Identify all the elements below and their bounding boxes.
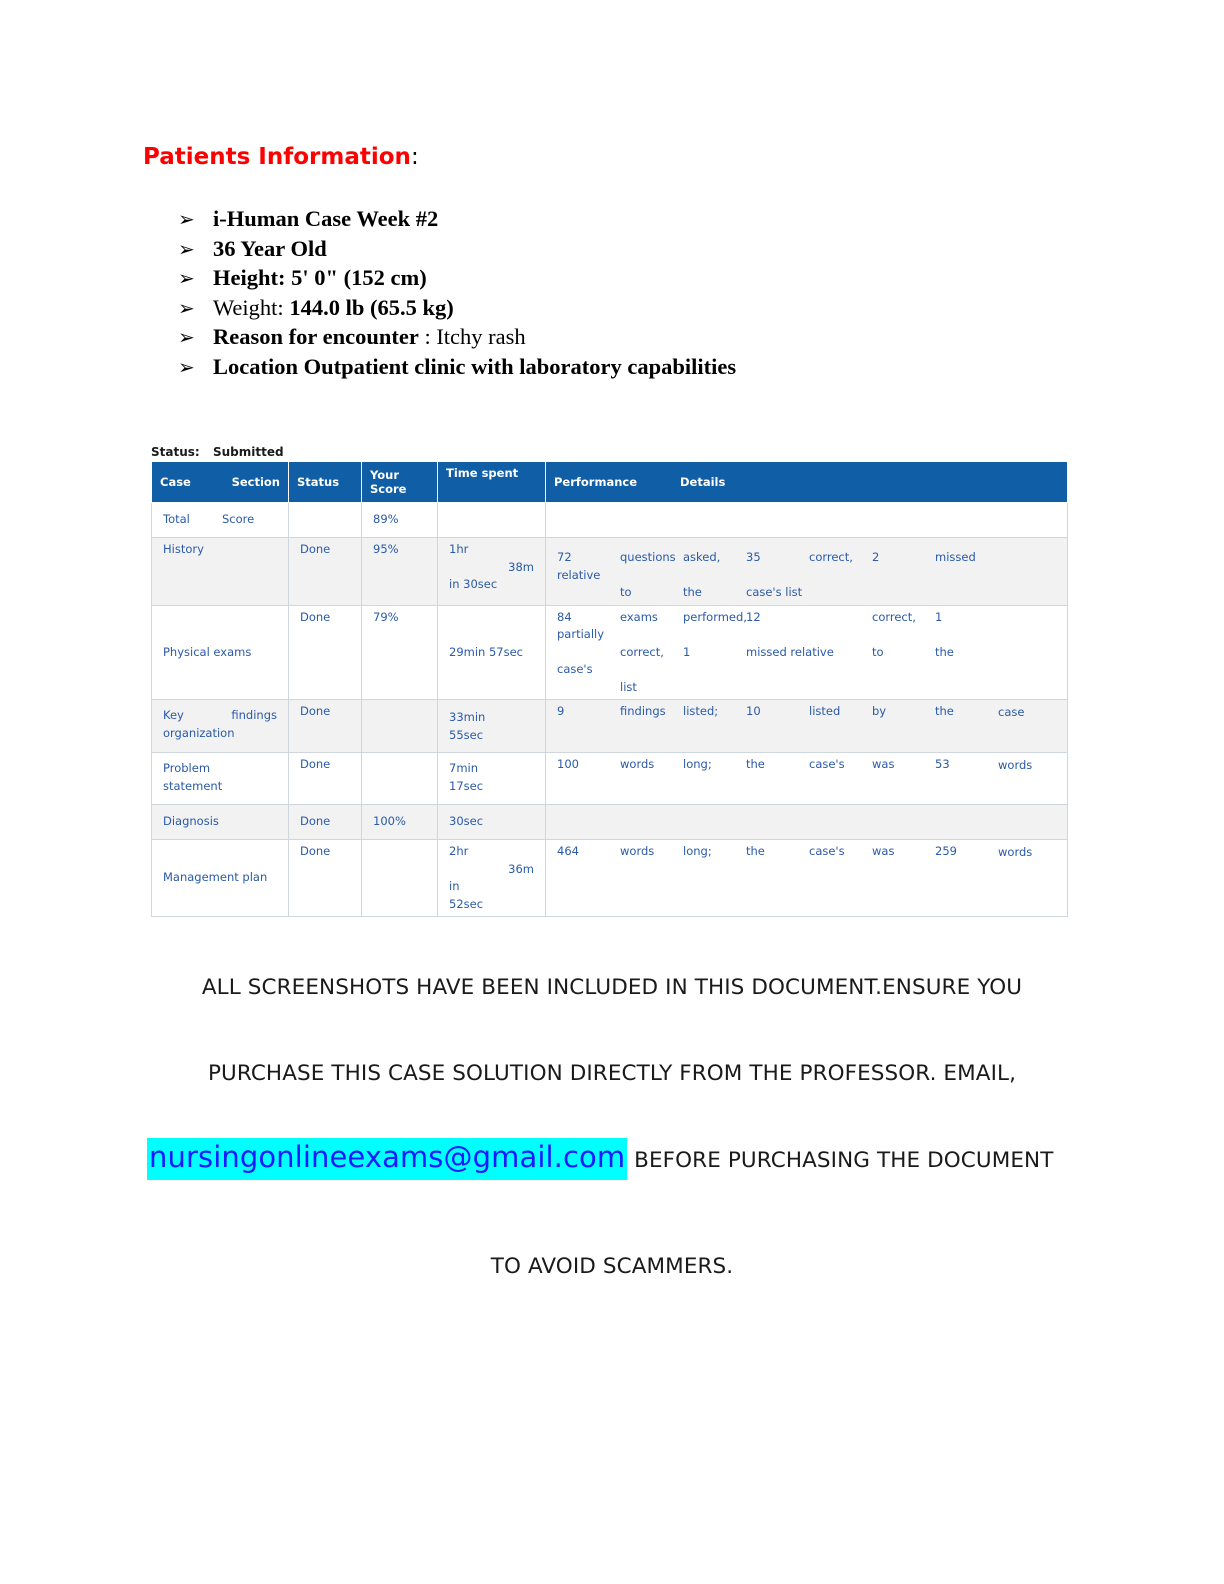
notice-line-3-text: BEFORE PURCHASING THE DOCUMENT [627, 1148, 1054, 1173]
info-weight-value: 144.0 lb (65.5 kg) [289, 294, 454, 320]
info-location: Location Outpatient clinic with laboratory capabilities [213, 353, 737, 379]
arrow-bullet-icon: ➢ [178, 356, 195, 379]
arrow-bullet-icon: ➢ [178, 209, 195, 231]
status-line [151, 443, 1067, 461]
info-reason-label: Reason for encounter [213, 324, 419, 350]
list-item [178, 264, 736, 294]
notice-line-1: ALL SCREENSHOTS HAVE BEEN INCLUDED IN THIS DOCUMENT.ENSURE YOU [201, 975, 1023, 1000]
header-performance-details: Performance Details [546, 462, 1068, 503]
case-results-screenshot [151, 443, 1067, 917]
arrow-bullet-icon: ➢ [178, 327, 195, 350]
table-row: Total Score 89% [152, 503, 1068, 538]
info-age: 36 Year Old [213, 235, 327, 261]
table-row: Key findings organization Done 33min 55sec 9 findings listed; 10 listed by the case [152, 700, 1068, 753]
total-score-value: 89% [362, 503, 438, 538]
info-case-week: i-Human Case Week #2 [213, 206, 439, 231]
heading-colon: : [410, 144, 419, 170]
info-reason-value: : Itchy rash [418, 324, 526, 350]
list-item [178, 205, 736, 235]
table-header-row [152, 462, 1068, 503]
arrow-bullet-icon: ➢ [178, 238, 195, 261]
info-height: Height: 5' 0" (152 cm) [213, 265, 427, 291]
status-value: Submitted [213, 445, 284, 459]
header-your-score: Your Score [362, 462, 438, 503]
status-label: Status: [151, 445, 200, 459]
table-row: Management plan Done 2hr 36m in 52sec 464 words long; the case's was 259 words [152, 840, 1068, 917]
table-row: Diagnosis Done 100% 30sec [152, 805, 1068, 840]
page-heading [143, 144, 419, 170]
header-time-spent: Time spent [438, 462, 546, 503]
email-link[interactable]: nursingonlineexams@gmail.com [147, 1138, 627, 1180]
list-item [178, 353, 736, 383]
table-row: History Done 95% 1hr 38m in 30sec 72 questions asked, 35 correct, 2 missed relative to the case's list [152, 538, 1068, 606]
heading-text: Patients Information [143, 144, 411, 170]
table-row: Problem statement Done 7min 17sec 100 words long; the case's was 53 words [152, 753, 1068, 805]
header-status: Status [289, 462, 362, 503]
patient-info-list [178, 205, 736, 383]
list-item [178, 235, 736, 265]
results-table [151, 461, 1068, 917]
table-row: Physical exams Done 79% 29min 57sec 84 exams performed, 12 correct, 1 partially correct, 1 missed relative to the case's list [152, 605, 1068, 700]
arrow-bullet-icon: ➢ [178, 297, 195, 320]
list-item [178, 323, 736, 353]
notice-line-4: TO AVOID SCAMMERS. [490, 1254, 734, 1279]
info-weight-label: Weight: [213, 294, 290, 320]
list-item [178, 294, 736, 324]
notice-line-2: PURCHASE THIS CASE SOLUTION DIRECTLY FROM THE PROFESSOR. EMAIL, [207, 1061, 1017, 1086]
header-case-section: Case Section [152, 462, 289, 503]
arrow-bullet-icon: ➢ [178, 268, 195, 291]
notice-line-3 [0, 1140, 1224, 1174]
